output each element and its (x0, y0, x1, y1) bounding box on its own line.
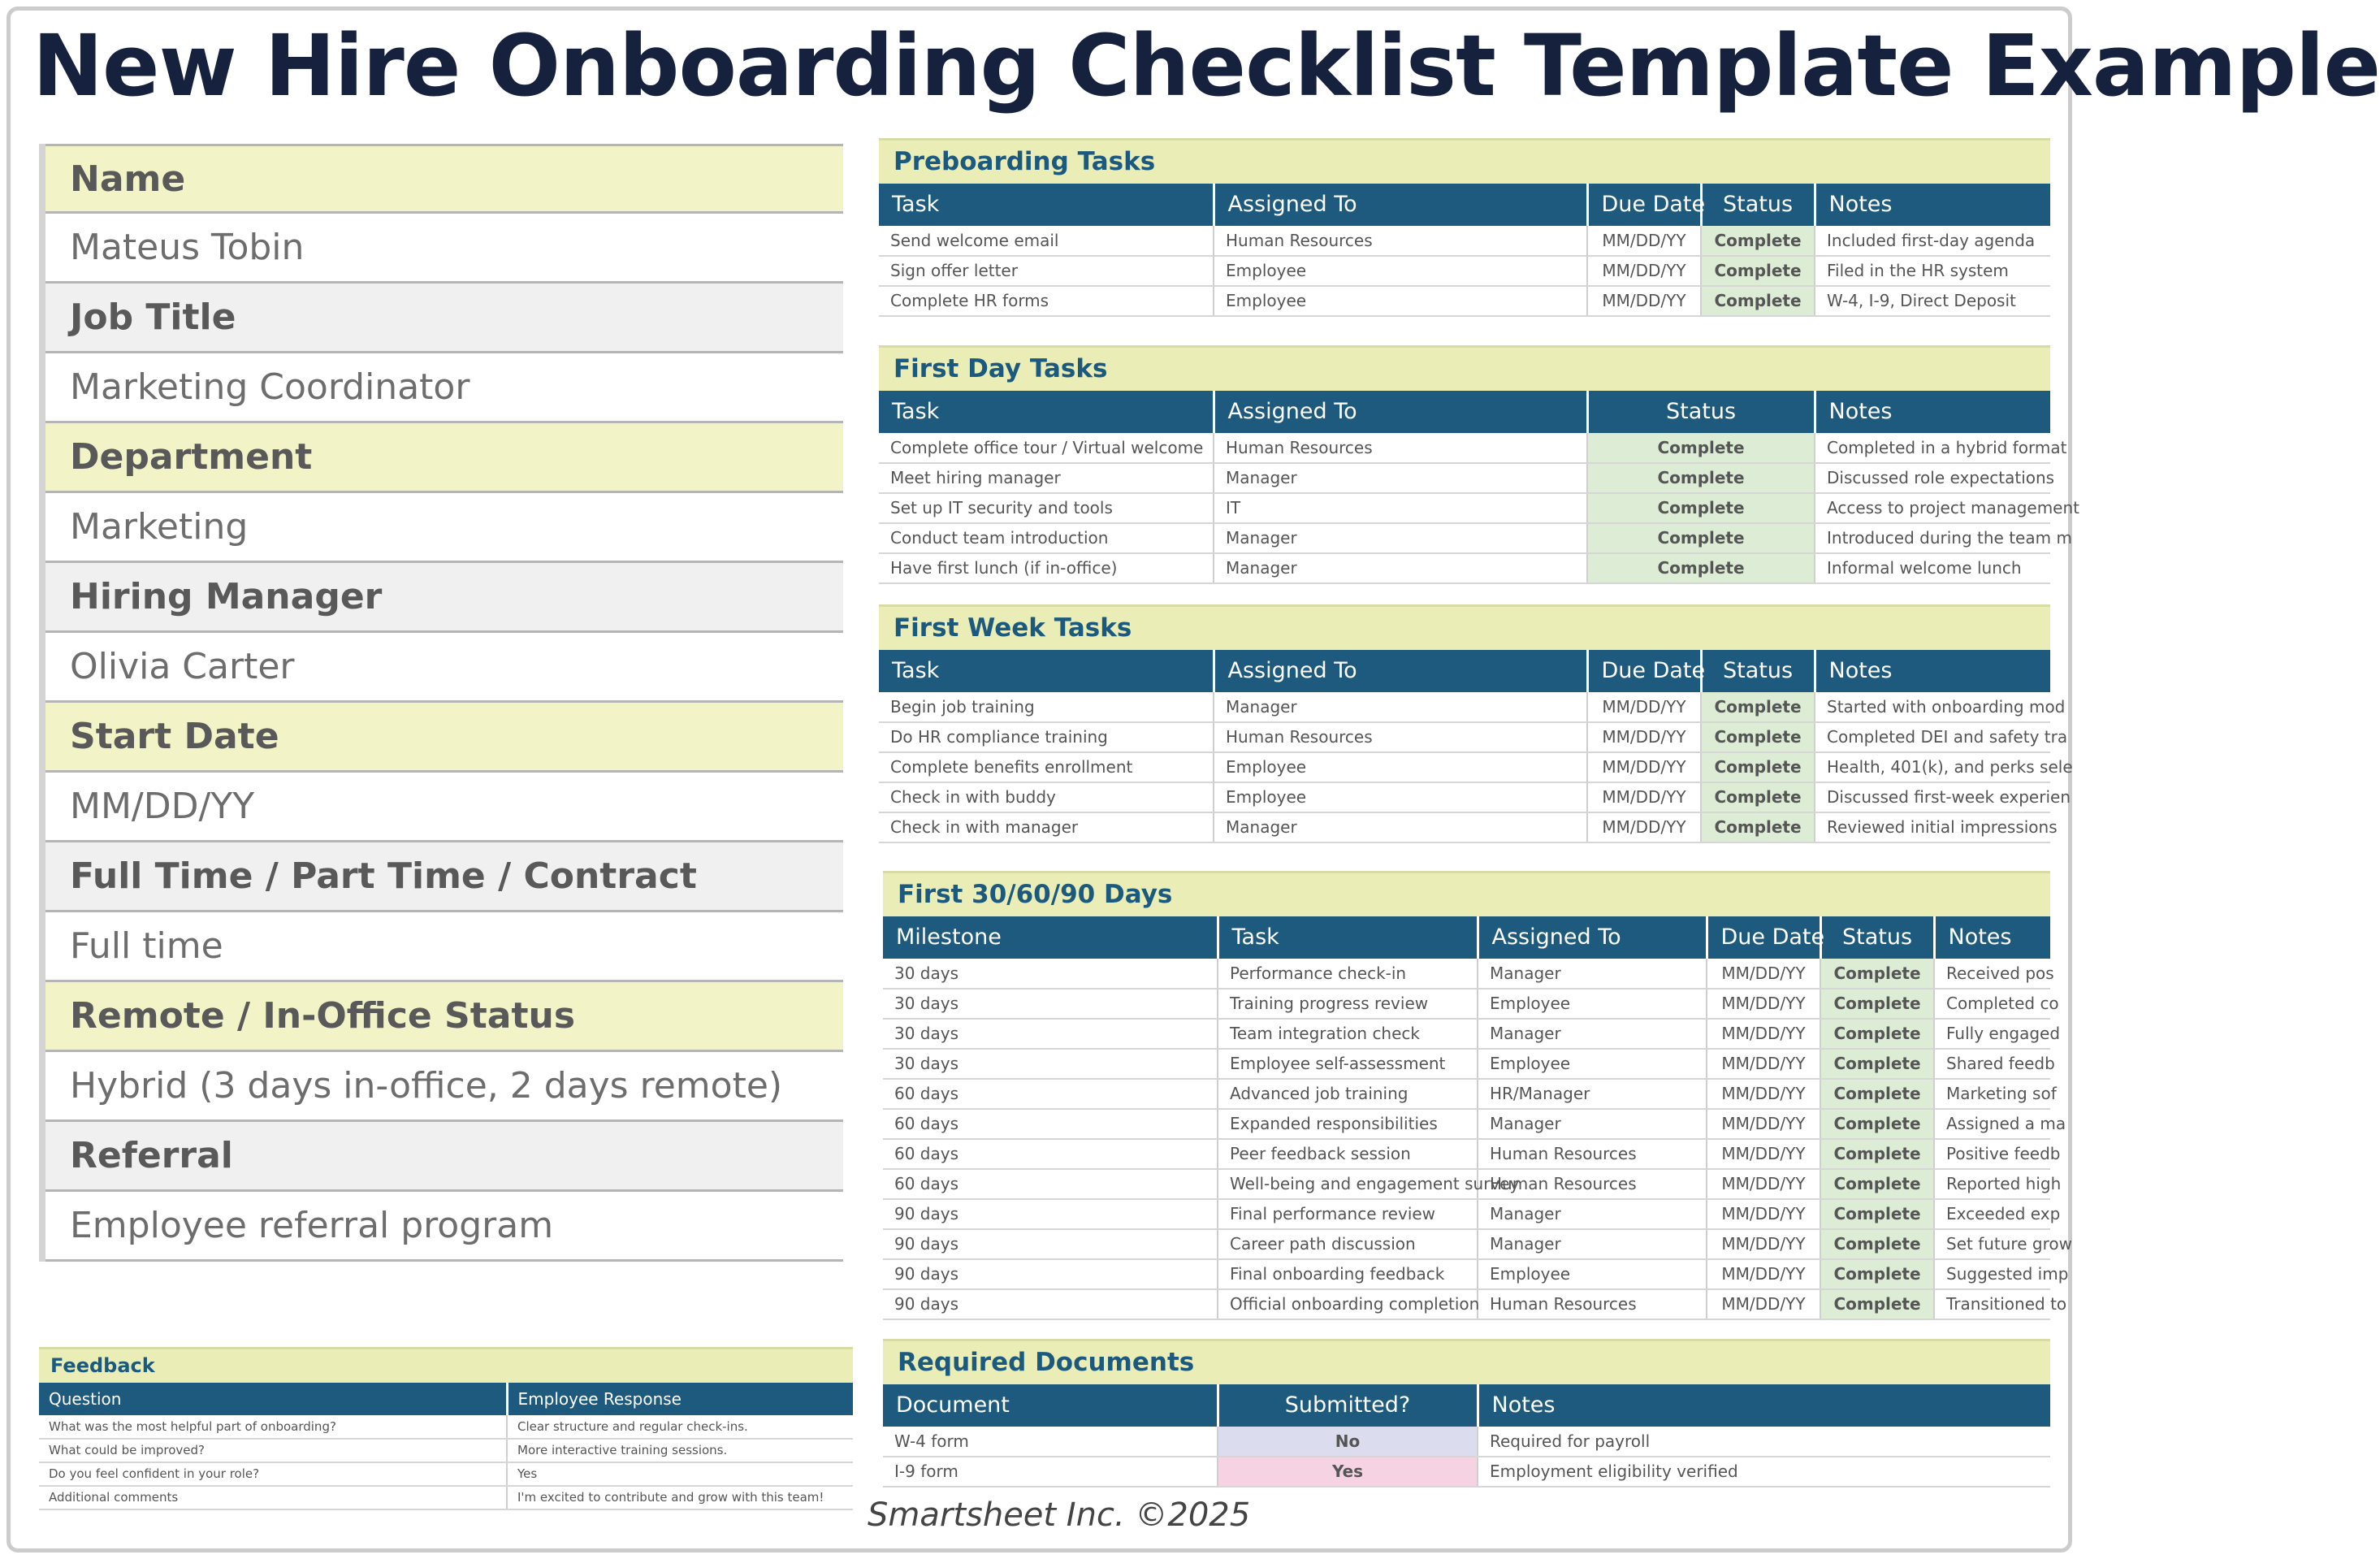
table-cell[interactable]: Well-being and engagement survey (1218, 1169, 1478, 1199)
column-header: Assigned To (1214, 391, 1587, 433)
table-row (879, 226, 2050, 256)
table-cell[interactable]: MM/DD/YY (1587, 256, 1701, 286)
table-row (879, 722, 2050, 752)
table-cell[interactable]: Reported high (1934, 1169, 2050, 1199)
header-row (879, 391, 2050, 433)
status-badge[interactable]: Complete (1820, 1229, 1934, 1259)
table-cell[interactable]: Performance check-in (1218, 959, 1478, 989)
table-cell[interactable]: Exceeded exp (1934, 1199, 2050, 1229)
info-value[interactable]: Hybrid (3 days in-office, 2 days remote) (45, 1052, 843, 1122)
table-cell[interactable]: What could be improved? (39, 1439, 507, 1462)
table-cell[interactable]: 60 days (883, 1139, 1218, 1169)
status-badge[interactable]: Complete (1820, 1079, 1934, 1109)
table-cell[interactable]: More interactive training sessions. (507, 1439, 853, 1462)
table-cell[interactable]: Introduced during the team m (1815, 523, 2050, 553)
info-label: Name (45, 144, 843, 214)
table-row (883, 1079, 2050, 1109)
table-cell[interactable]: Do HR compliance training (879, 722, 1214, 752)
column-header: Due Date (1587, 184, 1701, 226)
table-cell[interactable]: Send welcome email (879, 226, 1214, 256)
info-value[interactable]: Olivia Carter (45, 633, 843, 703)
table-cell[interactable]: MM/DD/YY (1707, 1229, 1820, 1259)
footer-copyright: Smartsheet Inc. ©2025 (868, 1496, 1251, 1534)
column-header: Milestone (883, 916, 1218, 959)
status-badge[interactable]: Complete (1701, 752, 1815, 782)
column-header: Task (879, 391, 1214, 433)
status-badge[interactable]: Complete (1701, 722, 1815, 752)
table-row (883, 1109, 2050, 1139)
table-cell[interactable]: Manager (1214, 553, 1587, 583)
table-cell[interactable]: Filed in the HR system (1815, 256, 2050, 286)
column-header: Task (1218, 916, 1478, 959)
column-header: Task (879, 184, 1214, 226)
header-row (39, 1383, 853, 1415)
table-cell[interactable]: 30 days (883, 1019, 1218, 1049)
table-cell[interactable]: Peer feedback session (1218, 1139, 1478, 1169)
table-cell[interactable]: 30 days (883, 989, 1218, 1019)
info-label: Department (45, 423, 843, 493)
status-badge[interactable]: Complete (1587, 463, 1815, 493)
table-cell[interactable]: Complete office tour / Virtual welcome (879, 433, 1214, 463)
table-cell[interactable]: What was the most helpful part of onboarding? (39, 1415, 507, 1439)
table-cell[interactable]: MM/DD/YY (1707, 1109, 1820, 1139)
table-row (879, 812, 2050, 842)
info-label: Start Date (45, 703, 843, 773)
table-cell[interactable]: Complete HR forms (879, 286, 1214, 316)
column-header: Notes (1478, 1384, 2050, 1427)
table-cell[interactable]: MM/DD/YY (1707, 1079, 1820, 1109)
column-header: Notes (1815, 391, 2050, 433)
table-cell[interactable]: Sign offer letter (879, 256, 1214, 286)
table-cell[interactable]: Received pos (1934, 959, 2050, 989)
info-value[interactable]: Employee referral program (45, 1192, 843, 1262)
table-cell[interactable]: 60 days (883, 1109, 1218, 1139)
table-row (879, 433, 2050, 463)
table-row (39, 1462, 853, 1486)
table-cell[interactable]: Required for payroll (1478, 1427, 2050, 1457)
table-cell[interactable]: MM/DD/YY (1707, 1139, 1820, 1169)
table-row (879, 692, 2050, 722)
status-badge[interactable]: Complete (1587, 433, 1815, 463)
table-cell[interactable]: Meet hiring manager (879, 463, 1214, 493)
table-cell[interactable]: 30 days (883, 1049, 1218, 1079)
table-cell[interactable]: Suggested imp (1934, 1259, 2050, 1289)
section-title: Feedback (39, 1349, 853, 1383)
table-cell[interactable]: Expanded responsibilities (1218, 1109, 1478, 1139)
status-badge[interactable]: Complete (1701, 256, 1815, 286)
table-cell[interactable]: Human Resources (1214, 433, 1587, 463)
table-cell[interactable]: Employee (1478, 1259, 1707, 1289)
table-cell[interactable]: W-4, I-9, Direct Deposit (1815, 286, 2050, 316)
table-cell[interactable]: Access to project management (1815, 493, 2050, 523)
table-cell[interactable]: Discussed role expectations (1815, 463, 2050, 493)
table-cell[interactable]: Marketing sof (1934, 1079, 2050, 1109)
info-label: Referral (45, 1122, 843, 1192)
page-title: New Hire Onboarding Checklist Template Example (32, 16, 2380, 115)
column-header: Question (39, 1383, 507, 1415)
table-cell[interactable]: MM/DD/YY (1587, 722, 1701, 752)
table-row (883, 1199, 2050, 1229)
table-cell[interactable]: Discussed first-week experien (1815, 782, 2050, 812)
table-row (883, 989, 2050, 1019)
table-cell[interactable]: Set up IT security and tools (879, 493, 1214, 523)
column-header: Document (883, 1384, 1218, 1427)
status-badge[interactable]: Complete (1820, 1259, 1934, 1289)
table-row (39, 1439, 853, 1462)
header-row (879, 184, 2050, 226)
table-cell[interactable]: HR/Manager (1478, 1079, 1707, 1109)
status-badge[interactable]: Complete (1701, 782, 1815, 812)
table-cell[interactable]: MM/DD/YY (1587, 782, 1701, 812)
table-row (883, 1169, 2050, 1199)
table-cell[interactable]: Positive feedb (1934, 1139, 2050, 1169)
table-cell[interactable]: IT (1214, 493, 1587, 523)
table-cell[interactable]: Manager (1478, 1199, 1707, 1229)
status-badge[interactable]: Complete (1820, 1049, 1934, 1079)
required-documents-table (883, 1339, 2050, 1488)
table-cell[interactable]: Employee (1478, 1049, 1707, 1079)
table-cell[interactable]: Additional comments (39, 1486, 507, 1509)
table-cell[interactable]: Human Resources (1478, 1289, 1707, 1319)
section-title: Required Documents (883, 1340, 2050, 1384)
table-row (883, 1259, 2050, 1289)
submitted-badge[interactable]: Yes (1218, 1457, 1478, 1487)
table-cell[interactable]: Yes (507, 1462, 853, 1486)
column-header: Assigned To (1478, 916, 1707, 959)
table-cell[interactable]: Final performance review (1218, 1199, 1478, 1229)
table-cell[interactable]: Team integration check (1218, 1019, 1478, 1049)
table-cell[interactable]: Human Resources (1478, 1169, 1707, 1199)
column-header: Assigned To (1214, 184, 1587, 226)
info-value[interactable]: Full time (45, 912, 843, 982)
column-header: Task (879, 650, 1214, 692)
table-row (879, 493, 2050, 523)
column-header: Status (1587, 391, 1815, 433)
table-row (879, 782, 2050, 812)
column-header: Due Date (1707, 916, 1820, 959)
section-title: Preboarding Tasks (879, 140, 2050, 184)
table-row (883, 1019, 2050, 1049)
table-cell[interactable]: MM/DD/YY (1587, 286, 1701, 316)
table-cell[interactable]: Clear structure and regular check-ins. (507, 1415, 853, 1439)
table-cell[interactable]: Begin job training (879, 692, 1214, 722)
status-badge[interactable]: Complete (1587, 493, 1815, 523)
table-cell[interactable]: Human Resources (1478, 1139, 1707, 1169)
column-header: Status (1701, 650, 1815, 692)
status-badge[interactable]: Complete (1701, 692, 1815, 722)
table-cell[interactable]: MM/DD/YY (1707, 1019, 1820, 1049)
table-cell[interactable]: MM/DD/YY (1707, 1049, 1820, 1079)
section-title: First Day Tasks (879, 347, 2050, 391)
column-header: Notes (1815, 184, 2050, 226)
section-title: First 30/60/90 Days (883, 873, 2050, 916)
table-row (39, 1415, 853, 1439)
header-row (883, 916, 2050, 959)
table-cell[interactable]: Assigned a ma (1934, 1109, 2050, 1139)
status-badge[interactable]: Complete (1587, 553, 1815, 583)
table-cell[interactable]: Informal welcome lunch (1815, 553, 2050, 583)
table-cell[interactable]: Manager (1478, 959, 1707, 989)
table-row (883, 1427, 2050, 1457)
table-cell[interactable]: 90 days (883, 1199, 1218, 1229)
table-cell[interactable]: Employee (1214, 256, 1587, 286)
info-value[interactable]: Marketing (45, 493, 843, 563)
status-badge[interactable]: Complete (1820, 959, 1934, 989)
section-title: First Week Tasks (879, 606, 2050, 650)
table-cell[interactable]: Manager (1478, 1019, 1707, 1049)
column-header: Notes (1815, 650, 2050, 692)
table-cell[interactable]: MM/DD/YY (1587, 692, 1701, 722)
table-cell[interactable]: MM/DD/YY (1707, 1199, 1820, 1229)
column-header: Assigned To (1214, 650, 1587, 692)
status-badge[interactable]: Complete (1820, 1289, 1934, 1319)
table-cell[interactable]: Complete benefits enrollment (879, 752, 1214, 782)
status-badge[interactable]: Complete (1587, 523, 1815, 553)
table-cell[interactable]: Manager (1478, 1229, 1707, 1259)
table-cell[interactable]: 60 days (883, 1079, 1218, 1109)
info-label: Remote / In-Office Status (45, 982, 843, 1052)
column-header: Notes (1934, 916, 2050, 959)
table-cell[interactable]: Included first-day agenda (1815, 226, 2050, 256)
table-cell[interactable]: MM/DD/YY (1587, 812, 1701, 842)
table-cell[interactable]: Human Resources (1214, 226, 1587, 256)
status-badge[interactable]: Complete (1701, 812, 1815, 842)
table-cell[interactable]: Transitioned to (1934, 1289, 2050, 1319)
table-cell[interactable]: MM/DD/YY (1707, 1259, 1820, 1289)
table-row (879, 463, 2050, 493)
table-cell[interactable]: 90 days (883, 1229, 1218, 1259)
table-cell[interactable]: MM/DD/YY (1707, 989, 1820, 1019)
table-cell[interactable]: Manager (1214, 812, 1587, 842)
table-cell[interactable]: Check in with buddy (879, 782, 1214, 812)
table-cell[interactable]: Employment eligibility verified (1478, 1457, 2050, 1487)
table-row (879, 286, 2050, 316)
table-cell[interactable]: Manager (1214, 692, 1587, 722)
table-cell[interactable]: Employee (1478, 989, 1707, 1019)
employee-info-panel (39, 144, 843, 1262)
status-badge[interactable]: Complete (1820, 989, 1934, 1019)
table-cell[interactable]: I-9 form (883, 1457, 1218, 1487)
submitted-badge[interactable]: No (1218, 1427, 1478, 1457)
status-badge[interactable]: Complete (1701, 286, 1815, 316)
table-cell[interactable]: Fully engaged (1934, 1019, 2050, 1049)
table-row (883, 1457, 2050, 1487)
column-header: Due Date (1587, 650, 1701, 692)
table-cell[interactable]: MM/DD/YY (1587, 226, 1701, 256)
first-30-60-90-days-table (883, 871, 2072, 1320)
column-header: Status (1701, 184, 1815, 226)
table-row (883, 1049, 2050, 1079)
table-cell[interactable]: MM/DD/YY (1587, 752, 1701, 782)
info-label: Full Time / Part Time / Contract (45, 842, 843, 912)
table-cell[interactable]: Manager (1214, 523, 1587, 553)
table-cell[interactable]: Advanced job training (1218, 1079, 1478, 1109)
table-cell[interactable]: Have first lunch (if in-office) (879, 553, 1214, 583)
table-cell[interactable]: Training progress review (1218, 989, 1478, 1019)
table-cell[interactable]: Check in with manager (879, 812, 1214, 842)
table-cell[interactable]: Human Resources (1214, 722, 1587, 752)
table-row (883, 1229, 2050, 1259)
table-cell[interactable]: MM/DD/YY (1707, 1169, 1820, 1199)
table-cell[interactable]: Employee (1214, 286, 1587, 316)
column-header: Submitted? (1218, 1384, 1478, 1427)
table-row (879, 553, 2050, 583)
table-cell[interactable]: Completed DEI and safety tra (1815, 722, 2050, 752)
table-cell[interactable]: Employee (1214, 752, 1587, 782)
table-row (883, 959, 2050, 989)
table-cell[interactable]: Final onboarding feedback (1218, 1259, 1478, 1289)
info-value[interactable]: MM/DD/YY (45, 773, 843, 842)
table-cell[interactable]: Shared feedb (1934, 1049, 2050, 1079)
table-row (883, 1289, 2050, 1319)
table-cell[interactable]: 60 days (883, 1169, 1218, 1199)
status-badge[interactable]: Complete (1820, 1169, 1934, 1199)
table-cell[interactable]: Do you feel confident in your role? (39, 1462, 507, 1486)
table-cell[interactable]: Completed co (1934, 989, 2050, 1019)
table-cell[interactable]: Manager (1478, 1109, 1707, 1139)
table-cell[interactable]: Started with onboarding mod (1815, 692, 2050, 722)
table-row (39, 1486, 853, 1509)
table-cell[interactable]: Employee (1214, 782, 1587, 812)
table-row (879, 523, 2050, 553)
feedback-table (39, 1347, 853, 1510)
preboarding-tasks-table (879, 138, 2050, 317)
header-row (883, 1384, 2050, 1427)
table-cell[interactable]: 90 days (883, 1259, 1218, 1289)
column-header: Status (1820, 916, 1934, 959)
header-row (879, 650, 2050, 692)
table-cell[interactable]: I'm excited to contribute and grow with this team! (507, 1486, 853, 1509)
table-cell[interactable]: Reviewed initial impressions (1815, 812, 2050, 842)
table-cell[interactable]: W-4 form (883, 1427, 1218, 1457)
table-cell[interactable]: Health, 401(k), and perks sele (1815, 752, 2050, 782)
status-badge[interactable]: Complete (1701, 226, 1815, 256)
table-cell[interactable]: Official onboarding completion (1218, 1289, 1478, 1319)
table-row (883, 1139, 2050, 1169)
info-label: Hiring Manager (45, 563, 843, 633)
status-badge[interactable]: Complete (1820, 1019, 1934, 1049)
table-cell[interactable]: 90 days (883, 1289, 1218, 1319)
table-cell[interactable]: Completed in a hybrid format (1815, 433, 2050, 463)
table-cell[interactable]: Career path discussion (1218, 1229, 1478, 1259)
table-cell[interactable]: Manager (1214, 463, 1587, 493)
table-cell[interactable]: Conduct team introduction (879, 523, 1214, 553)
first-week-tasks-table (879, 604, 2073, 843)
info-value[interactable]: Mateus Tobin (45, 214, 843, 284)
table-cell[interactable]: 30 days (883, 959, 1218, 989)
table-cell[interactable]: MM/DD/YY (1707, 1289, 1820, 1319)
status-badge[interactable]: Complete (1820, 1109, 1934, 1139)
info-value[interactable]: Marketing Coordinator (45, 353, 843, 423)
first-day-tasks-table (879, 345, 2080, 584)
info-label: Job Title (45, 284, 843, 353)
table-row (879, 752, 2050, 782)
status-badge[interactable]: Complete (1820, 1139, 1934, 1169)
table-cell[interactable]: MM/DD/YY (1707, 959, 1820, 989)
status-badge[interactable]: Complete (1820, 1199, 1934, 1229)
table-cell[interactable]: Employee self-assessment (1218, 1049, 1478, 1079)
table-row (879, 256, 2050, 286)
column-header: Employee Response (507, 1383, 853, 1415)
table-cell[interactable]: Set future grow (1934, 1229, 2050, 1259)
